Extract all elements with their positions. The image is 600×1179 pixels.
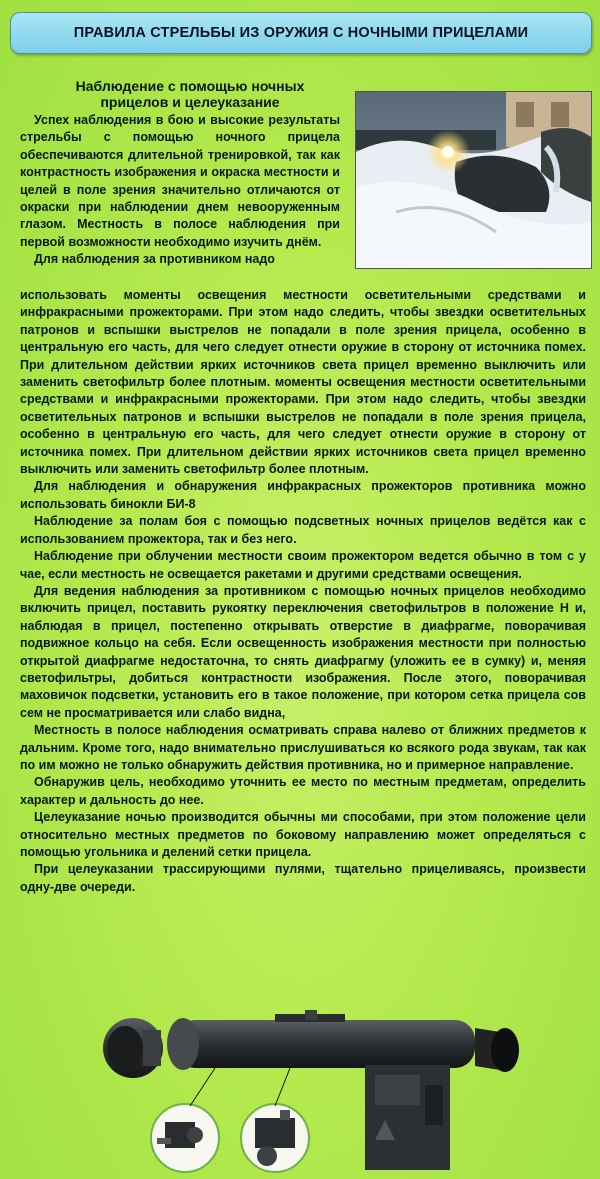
page-title: ПРАВИЛА СТРЕЛЬБЫ ИЗ ОРУЖИЯ С НОЧНЫМИ ПРИЦЕЛАМИ — [73, 25, 529, 41]
paragraph-2-lead: Для наблюдения за противником надо — [34, 252, 275, 267]
paragraph-2-rest: использовать моменты освещения местности осветительными средствами и инфракрасными прожекторами. При этом надо следить, чтобы звездки осветительных патронов и вспышки выстрелов не попадали в поле зрения прицела, особенно в центральную его часть, для чего следует отнести оружие в сторону от источника помех. При длительном действии ярких источников света прицел временно выключить или заменить светофильтр более плотным. моменты освещения местности осветительными средствами и инфракрасными прожекторами. При этом надо следить, чтобы звездки осветительных патронов и вспышки выстрелов не попадали в поле зрения прицела, особенно в центральную его часть, для чего следует отнести оружие в сторону от источника помех. При длительном действии ярких источников света прицел временно выключить или заменить светофильтр более плотным. — [20, 288, 586, 477]
title-banner — [10, 12, 592, 54]
paragraph-intro: Успех наблюдения в бою и высокие результаты стрельбы с помощью ночного прицела обеспечиваются длительной тренировкой, так как контрастность изображения и окраска местности и целей в поле зрения значительно отличаются от окраски при наблюдении днем невооруженным глазом. Местность в полосе наблюдения при первой возможности необходимо изучить днём. — [20, 113, 340, 249]
subtitle-line-1: Наблюдение с помощью ночных — [75, 78, 305, 94]
main-text — [20, 287, 586, 896]
paragraph-9: Целеуказание ночью производится обычны ми способами, при этом положение цели относительно местных предметов по боковому направлению может определяться с помощью угольника и делений сетки прицела. — [20, 810, 586, 859]
night-scope-illustration — [95, 1010, 545, 1175]
paragraph-7: Местность в полосе наблюдения осматривать справа налево от ближних предметов к дальним. Кроме того, надо внимательно прислушиваться ко всякого рода звукам, так как по им можно не только обнаружить действия противника, но и примерное направление. — [20, 723, 586, 772]
subtitle-line-2: прицелов и целеуказание — [100, 94, 280, 110]
paragraph-6: Для ведения наблюдения за противником с помощью ночных прицелов необходимо включить прицел, поставить рукоятку переключения светофильтров в положение Н и, наблюдая в прицел, постепенно открывать отверстие в диафрагме, поворачивая подвижное кольцо на себя. Если освещенность изображения местности при полностью открытой диафрагме недостаточна, то снять диафрагму (уложить ее в сумку) и, меняя светофильтры, добиться контрастности изображения. После этого, поворачивая маховичок подсветки, установить его в такое положение, при котором сетка прицела сов сем не просматривается или слабо видна, — [20, 583, 586, 720]
paragraph-10: При целеуказании трассирующими пулями, тщательно прицеливаясь, произвести одну-две очереди. — [20, 862, 586, 894]
scope-body — [167, 1010, 519, 1170]
lens-cap — [103, 1018, 163, 1078]
paragraph-3: Для наблюдения и обнаружения инфракрасных прожекторов противника можно использовать бинокли БИ-8 — [20, 479, 586, 511]
paragraph-4: Наблюдение за полам боя с помощью подсветных ночных прицелов ведётся как с использованием прожектора, так и без него. — [20, 514, 586, 546]
paragraph-5: Наблюдение при облучении местности своим прожектором ведется обычно в том с у чае, если местность не освещается ракетами и другими средствами освещения. — [20, 549, 586, 581]
snow-scene-photo — [355, 91, 592, 269]
detail-inset-right — [241, 1104, 309, 1172]
section-subtitle — [40, 78, 340, 110]
paragraph-8: Обнаружив цель, необходимо уточнить ее место по местным предметам, определить характер и дальность до нее. — [20, 775, 586, 807]
intro-text — [20, 112, 340, 269]
detail-inset-left — [151, 1104, 219, 1172]
